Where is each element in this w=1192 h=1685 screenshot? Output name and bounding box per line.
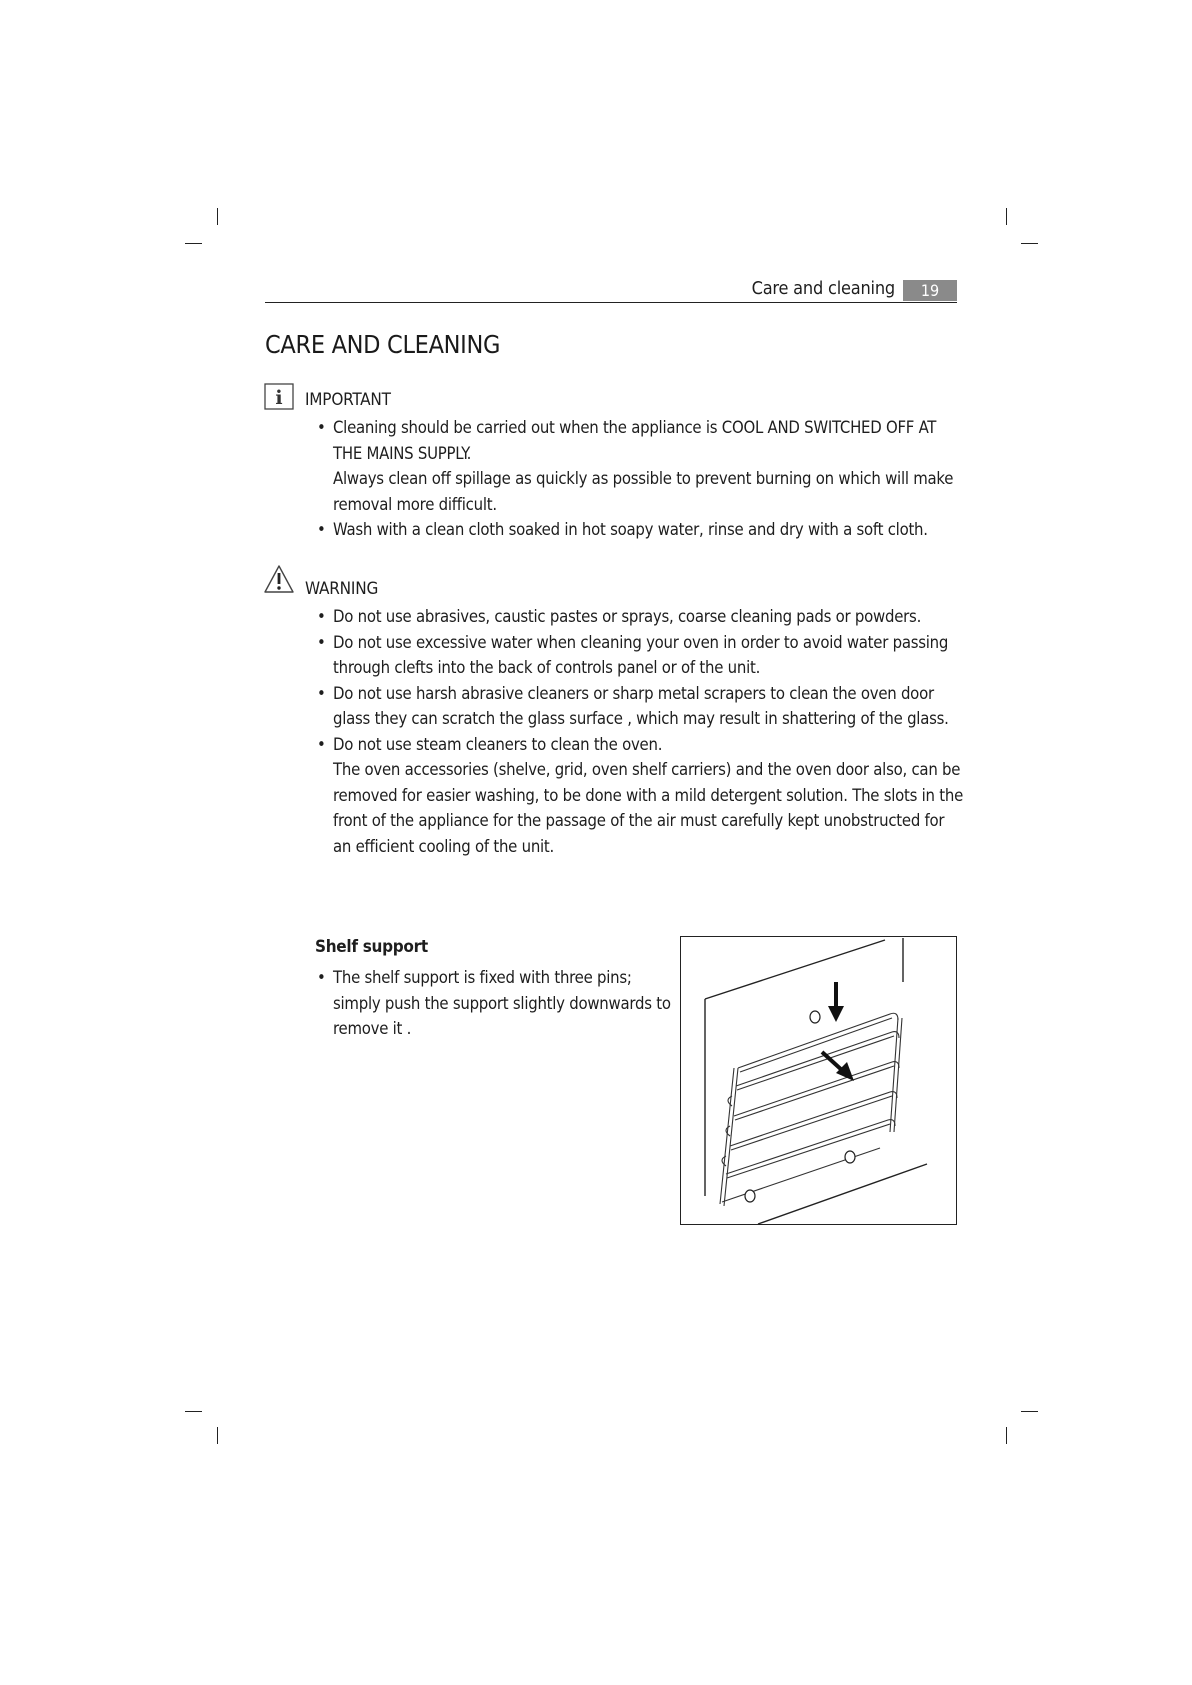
shelf-support-text: The shelf support is fixed with three pins; simply push the support slightly downwards to remove it . [333,968,671,1038]
list-item [315,965,675,1042]
list-item [315,630,965,681]
info-icon [264,383,294,411]
crop-mark [1021,1411,1038,1412]
shelf-support-list [315,965,675,1042]
warning-list [315,604,965,859]
important-bullet-2-text: Wash with a clean cloth soaked in hot soapy water, rinse and dry with a soft cloth. [333,520,928,539]
list-item [315,415,965,466]
important-list [315,415,965,543]
list-item [315,732,965,758]
crop-mark [1006,1427,1007,1444]
warning-bullet-text: Do not use harsh abrasive cleaners or sharp metal scrapers to clean the oven door glass they can scratch the glass surface , which may result in shattering of the glass. [333,683,949,728]
warning-label: WARNING [305,579,379,599]
svg-text:i: i [275,387,283,409]
important-bullet-1-continuation: Always clean off spillage as quickly as possible to prevent burning on which will make removal more difficult. [333,469,954,514]
warning-note: The oven accessories (shelve, grid, oven shelf carriers) and the oven door also, can be removed for easier washing, to be done with a mild detergent solution. The slots in the front of the appliance for the passage of the air must carefully kept unobstructed for an efficient cooling of the unit. [333,760,964,856]
important-bullet-1-text: Cleaning should be carried out when the appliance is COOL AND SWITCHED OFF AT THE MAINS SUPPLY. [333,418,937,463]
crop-mark [185,243,202,244]
shelf-support-heading: Shelf support [315,937,428,957]
running-header [265,276,957,303]
important-label: IMPORTANT [305,390,391,410]
page-title: CARE AND CLEANING [265,330,501,359]
header-section-title: Care and cleaning [751,278,895,299]
shelf-support-illustration [680,936,957,1225]
list-item [315,681,965,732]
warning-triangle-icon [263,564,295,594]
list-item [315,604,965,630]
crop-mark [1021,243,1038,244]
crop-mark [217,1427,218,1444]
crop-mark [217,208,218,225]
crop-mark [185,1411,202,1412]
page-number: 19 [903,280,957,301]
warning-bullet-text: Do not use excessive water when cleaning your oven in order to avoid water passing through clefts into the back of controls panel or of the unit. [333,632,949,677]
crop-mark [1006,208,1007,225]
warning-bullet-text: Do not use abrasives, caustic pastes or sprays, coarse cleaning pads or powders. [333,607,922,626]
list-item [315,517,965,543]
warning-bullet-text: Do not use steam cleaners to clean the oven. [333,734,663,754]
